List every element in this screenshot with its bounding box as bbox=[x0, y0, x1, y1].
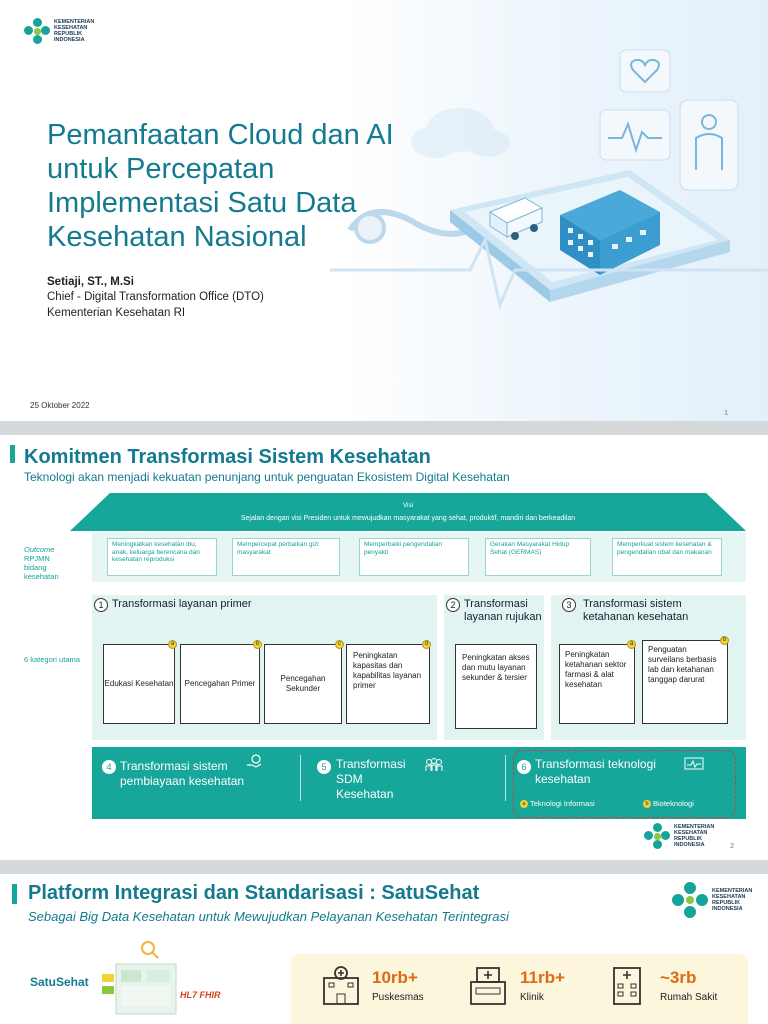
bottom-number: 6 bbox=[517, 760, 531, 774]
money-hand-icon bbox=[246, 753, 262, 769]
slide-title: Komitmen Transformasi Sistem Kesehatan bbox=[24, 446, 431, 468]
bottom-teknologi: Transformasi teknologi kesehatan bbox=[535, 757, 656, 786]
tag-teknologi-informasi: a Teknologi Informasi bbox=[520, 799, 595, 808]
pillar-number: 1 bbox=[94, 598, 108, 612]
monitor-icon bbox=[684, 757, 704, 773]
kategori-label: 6 kategori utama bbox=[24, 655, 80, 664]
stat-puskesmas-value: 10rb+ bbox=[372, 968, 418, 987]
slide-satusehat bbox=[0, 874, 768, 1024]
satusehat-brand: SatuSehat bbox=[30, 975, 89, 989]
tag-bioteknologi: b Bioteknologi bbox=[643, 799, 694, 808]
box-ketahanan-farmasi: Peningkatan ketahanan sektor farmasi & alat kesehatan bbox=[559, 644, 635, 724]
box-surveilans: Penguatan surveilans berbasis lab dan ketahanan tanggap darurat bbox=[642, 640, 728, 724]
logo-text: KEMENTERIAN KESEHATAN REPUBLIK INDONESIA bbox=[54, 19, 95, 43]
kemenkes-logo-icon bbox=[672, 882, 708, 918]
page-number: 2 bbox=[730, 843, 734, 850]
satusehat-platform-illustration bbox=[96, 934, 186, 1024]
hl7-fhir-logo: HL7 FHIR bbox=[180, 990, 221, 1000]
rumah-sakit-icon bbox=[606, 964, 648, 1006]
slide-subtitle: Teknologi akan menjadi kekuatan penunjang untuk penguatan Ekosistem Digital Kesehatan bbox=[24, 470, 510, 484]
title-accent-bar bbox=[12, 884, 17, 904]
logo-text: KEMENTERIAN KESEHATAN REPUBLIK INDONESIA bbox=[674, 824, 715, 848]
bottom-number: 4 bbox=[102, 760, 116, 774]
tag-d: d bbox=[422, 640, 431, 649]
outcome-box-gizi: Mempercepat perbaikan gizi masyarakat bbox=[232, 538, 340, 576]
cloud-icon bbox=[411, 108, 510, 158]
outcome-box-sistem: Memperkuat sistem kesehatan & pengendalian obat dan makanan bbox=[612, 538, 722, 576]
stat-klinik-label: Klinik bbox=[520, 992, 544, 1003]
slide-subtitle: Sebagai Big Data Kesehatan untuk Mewujudkan Pelayanan Kesehatan Terintegrasi bbox=[28, 909, 509, 924]
tag-b: b bbox=[720, 636, 729, 645]
slide-title: Platform Integrasi dan Standarisasi : SatuSehat bbox=[28, 882, 480, 904]
tag-a: a bbox=[168, 640, 177, 649]
slide-komitmen bbox=[0, 435, 768, 860]
pillar-title: Transformasi layanan primer bbox=[112, 598, 252, 610]
pillar-title: Transformasi sistem ketahanan kesehatan bbox=[583, 598, 689, 623]
visi-label: Visi bbox=[402, 502, 414, 509]
tag-a: a bbox=[627, 640, 636, 649]
kemenkes-logo bbox=[24, 18, 94, 44]
box-pencegahan-primer: Pencegahan Primer bbox=[180, 644, 260, 724]
stat-rumah-sakit-value: ~3rb bbox=[660, 968, 697, 987]
bottom-number: 5 bbox=[317, 760, 331, 774]
patient-card-icon bbox=[680, 100, 738, 190]
tag-c: c bbox=[335, 640, 344, 649]
box-peningkatan-kapasitas: Peningkatan kapasitas dan kapabilitas layanan primer bbox=[346, 644, 430, 724]
slide-divider bbox=[0, 421, 768, 435]
visi-roof bbox=[70, 493, 746, 531]
people-group-icon bbox=[424, 757, 444, 773]
kemenkes-logo-icon bbox=[644, 823, 670, 849]
box-akses-mutu: Peningkatan akses dan mutu layanan sekunder & tersier bbox=[455, 644, 537, 729]
band-separator bbox=[300, 755, 301, 801]
outcome-box-penyakit: Memperbaiki pengendalian penyakit bbox=[359, 538, 469, 576]
author-role: Chief - Digital Transformation Office (DTO) bbox=[47, 291, 264, 303]
stat-rumah-sakit-label: Rumah Sakit bbox=[660, 992, 718, 1003]
slide-divider bbox=[0, 860, 768, 874]
stat-puskesmas-label: Puskesmas bbox=[372, 992, 424, 1003]
hospital-building-icon bbox=[320, 964, 362, 1006]
author-organization: Kementerian Kesehatan RI bbox=[47, 307, 186, 319]
clinic-icon bbox=[467, 964, 509, 1006]
heart-card-icon bbox=[620, 50, 670, 92]
presentation-date: 25 Oktober 2022 bbox=[30, 401, 90, 410]
box-edukasi: Edukasi Kesehatan bbox=[103, 644, 175, 724]
kemenkes-logo bbox=[644, 823, 714, 849]
bottom-pembiayaan: Transformasi sistem pembiayaan kesehatan bbox=[120, 759, 245, 788]
pillar-title: Transformasi layanan rujukan bbox=[464, 598, 542, 623]
slide-cover bbox=[0, 0, 768, 421]
kemenkes-logo bbox=[672, 882, 752, 918]
tag-b: b bbox=[253, 640, 262, 649]
cover-title: Pemanfaatan Cloud dan AI untuk Percepatan Implementasi Satu Data Kesehatan Nasional bbox=[47, 119, 394, 253]
page-number: 1 bbox=[724, 410, 728, 417]
outcome-box-kia: Meningkatkan kesehatan ibu, anak, keluarga berencana dan kesehatan reproduksi bbox=[107, 538, 217, 576]
band-separator bbox=[505, 755, 506, 801]
visi-text: Sejalan dengan visi Presiden untuk mewujudkan masyarakat yang sehat, produktif, mandiri dan berkeadilan bbox=[240, 515, 576, 522]
ecg-card-icon bbox=[600, 110, 670, 160]
author-name: Setiaji, ST., M.Si bbox=[47, 276, 134, 288]
pillar-number: 2 bbox=[446, 598, 460, 612]
stat-klinik-value: 11rb+ bbox=[520, 968, 565, 987]
title-accent-bar bbox=[10, 445, 15, 463]
box-pencegahan-sekunder: Pencegahan Sekunder bbox=[264, 644, 342, 724]
outcome-label: Outcome RPJMN bidang kesehatan bbox=[24, 545, 59, 581]
outcome-box-germas: Gerakan Masyarakat Hidup Sehat (GERMAS) bbox=[485, 538, 591, 576]
bottom-sdm: Transformasi SDM Kesehatan bbox=[336, 757, 406, 801]
pillar-number: 3 bbox=[562, 598, 576, 612]
digital-health-illustration bbox=[330, 40, 768, 370]
kemenkes-logo-icon bbox=[24, 18, 50, 44]
logo-text: KEMENTERIAN KESEHATAN REPUBLIK INDONESIA bbox=[712, 888, 753, 912]
